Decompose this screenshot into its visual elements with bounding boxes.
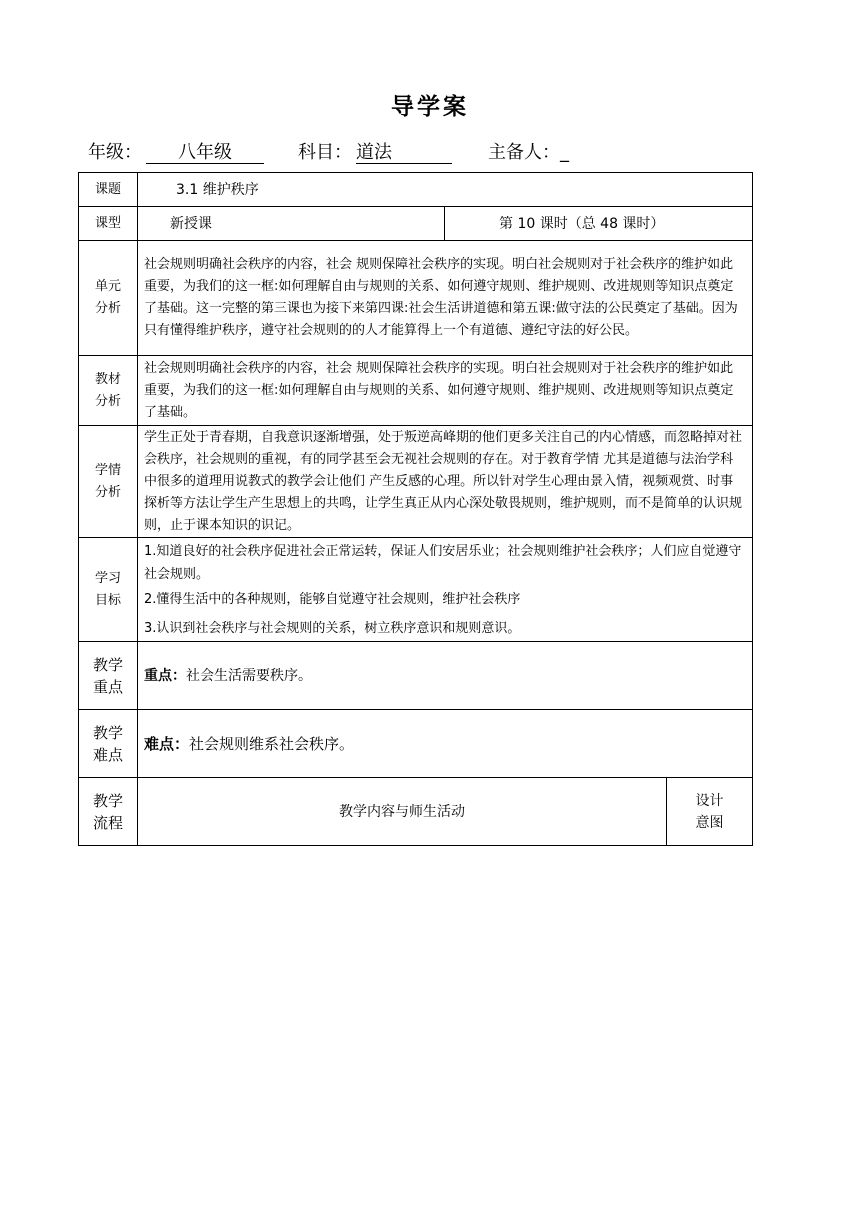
student-label-line-1: 学情 [94,462,121,478]
meta-line [88,138,569,164]
difficulty-label [79,710,138,778]
learning-goals-row [79,538,753,642]
topic-value: 3.1 维护秩序 [138,173,753,207]
goal-item-2: 2.懂得生活中的各种规则，能够自觉遵守社会规则，维护社会秩序 [144,591,521,607]
key-label-line-2: 重点 [92,677,123,696]
student-analysis-row [79,426,753,538]
flow-label-line-1: 教学 [92,791,123,810]
teaching-flow-label [79,778,138,846]
teaching-flow-row [79,778,753,846]
flow-label-line-2: 流程 [92,813,123,832]
key-point-prefix: 重点： [144,667,186,684]
unit-label-line-2: 分析 [94,301,121,316]
key-point-label [79,642,138,710]
document-title: 导学案 [391,94,469,120]
goal-item-1: 1.知道良好的社会秩序促进社会正常运转，保证人们安居乐业；社会规则维护社会秩序；人们应自觉遵守社会规则。 [144,543,742,582]
unit-analysis-text: 社会规则明确社会秩序的内容，社会 规则保障社会秩序的实现。明白社会规则对于社会秩序的维护如此重要，为我们的这一框:如何理解自由与规则的关系、如何遵守规则、维护规则、改进规则等知识点奠定了基础。这一完整的第三课也为接下来第四课:社会生活讲道德和第五课:做守法的公民奠定了基础。因为只有懂得维护秩序，遵守社会规则的的人才能算得上一个有道德、遵纪守法的好公民。 [138,241,753,356]
student-analysis-text: 学生正处于青春期，自我意识逐渐增强，处于叛逆高峰期的他们更多关注自己的内心情感，而忽略掉对社会秩序，社会规则的重视，有的同学甚至会无视社会规则的存在。对于教育学情 尤其是道德与法治学科中很多的道理用说教式的教学会让他们 产生反感的心理。所以针对学生心理由景入情，视频观赏、时事探析等方法让学生产生思想上的共鸣，让学生真正从内心深处敬畏规则，维护规则，而不是简单的认识规则，止于课本知识的识记。 [138,426,753,538]
material-analysis-label [79,356,138,426]
goal-item-3: 3.认识到社会秩序与社会规则的关系，树立秩序意识和规则意识。 [144,620,521,636]
material-label-line-2: 分析 [94,393,121,409]
preparer-label: 主备人： [488,142,560,163]
unit-analysis-label [79,241,138,356]
goal-label-line-1: 学习 [94,570,121,586]
design-intent-label [667,778,753,846]
learning-goals-label [79,538,138,642]
type-value: 新授课 [138,207,445,241]
difficulty-prefix: 难点： [144,734,190,753]
period-value: 第 10 课时（总 48 课时） [445,207,753,241]
material-label-line-1: 教材 [94,371,121,387]
key-point-text: 社会生活需要秩序。 [186,667,312,684]
difficulty-content [138,710,753,778]
subject-label: 科目： [298,142,352,163]
lesson-plan-table [78,172,753,846]
grade-label: 年级： [88,142,142,163]
material-analysis-text: 社会规则明确社会秩序的内容，社会 规则保障社会秩序的实现。明白社会规则对于社会秩序的维护如此重要，为我们的这一框:如何理解自由与规则的关系、如何遵守规则、维护规则、改进规则等知识点奠定了基础。 [138,356,753,426]
difficulty-label-line-1: 教学 [92,723,123,742]
student-analysis-label [79,426,138,538]
type-label: 课型 [79,207,138,241]
preparer-value: _ [560,142,569,163]
goal-label-line-2: 目标 [94,592,121,608]
unit-label-line-1: 单元 [94,279,121,294]
key-point-row [79,642,753,710]
grade-value: 八年级 [146,143,264,164]
design-label-line-1: 设计 [695,792,724,809]
key-label-line-1: 教学 [92,655,123,674]
type-row [79,207,753,241]
subject-value: 道法 [356,143,452,164]
difficulty-label-line-2: 难点 [92,745,123,764]
student-label-line-2: 分析 [94,484,121,500]
material-analysis-row [79,356,753,426]
design-label-line-2: 意图 [695,814,724,831]
unit-analysis-row [79,241,753,356]
key-point-content [138,642,753,710]
difficulty-text: 社会规则维系社会秩序。 [189,734,355,753]
difficulty-row [79,710,753,778]
topic-row [79,173,753,207]
learning-goals-list [138,538,753,642]
topic-label: 课题 [79,173,138,207]
teaching-flow-content: 教学内容与师生活动 [138,778,667,846]
